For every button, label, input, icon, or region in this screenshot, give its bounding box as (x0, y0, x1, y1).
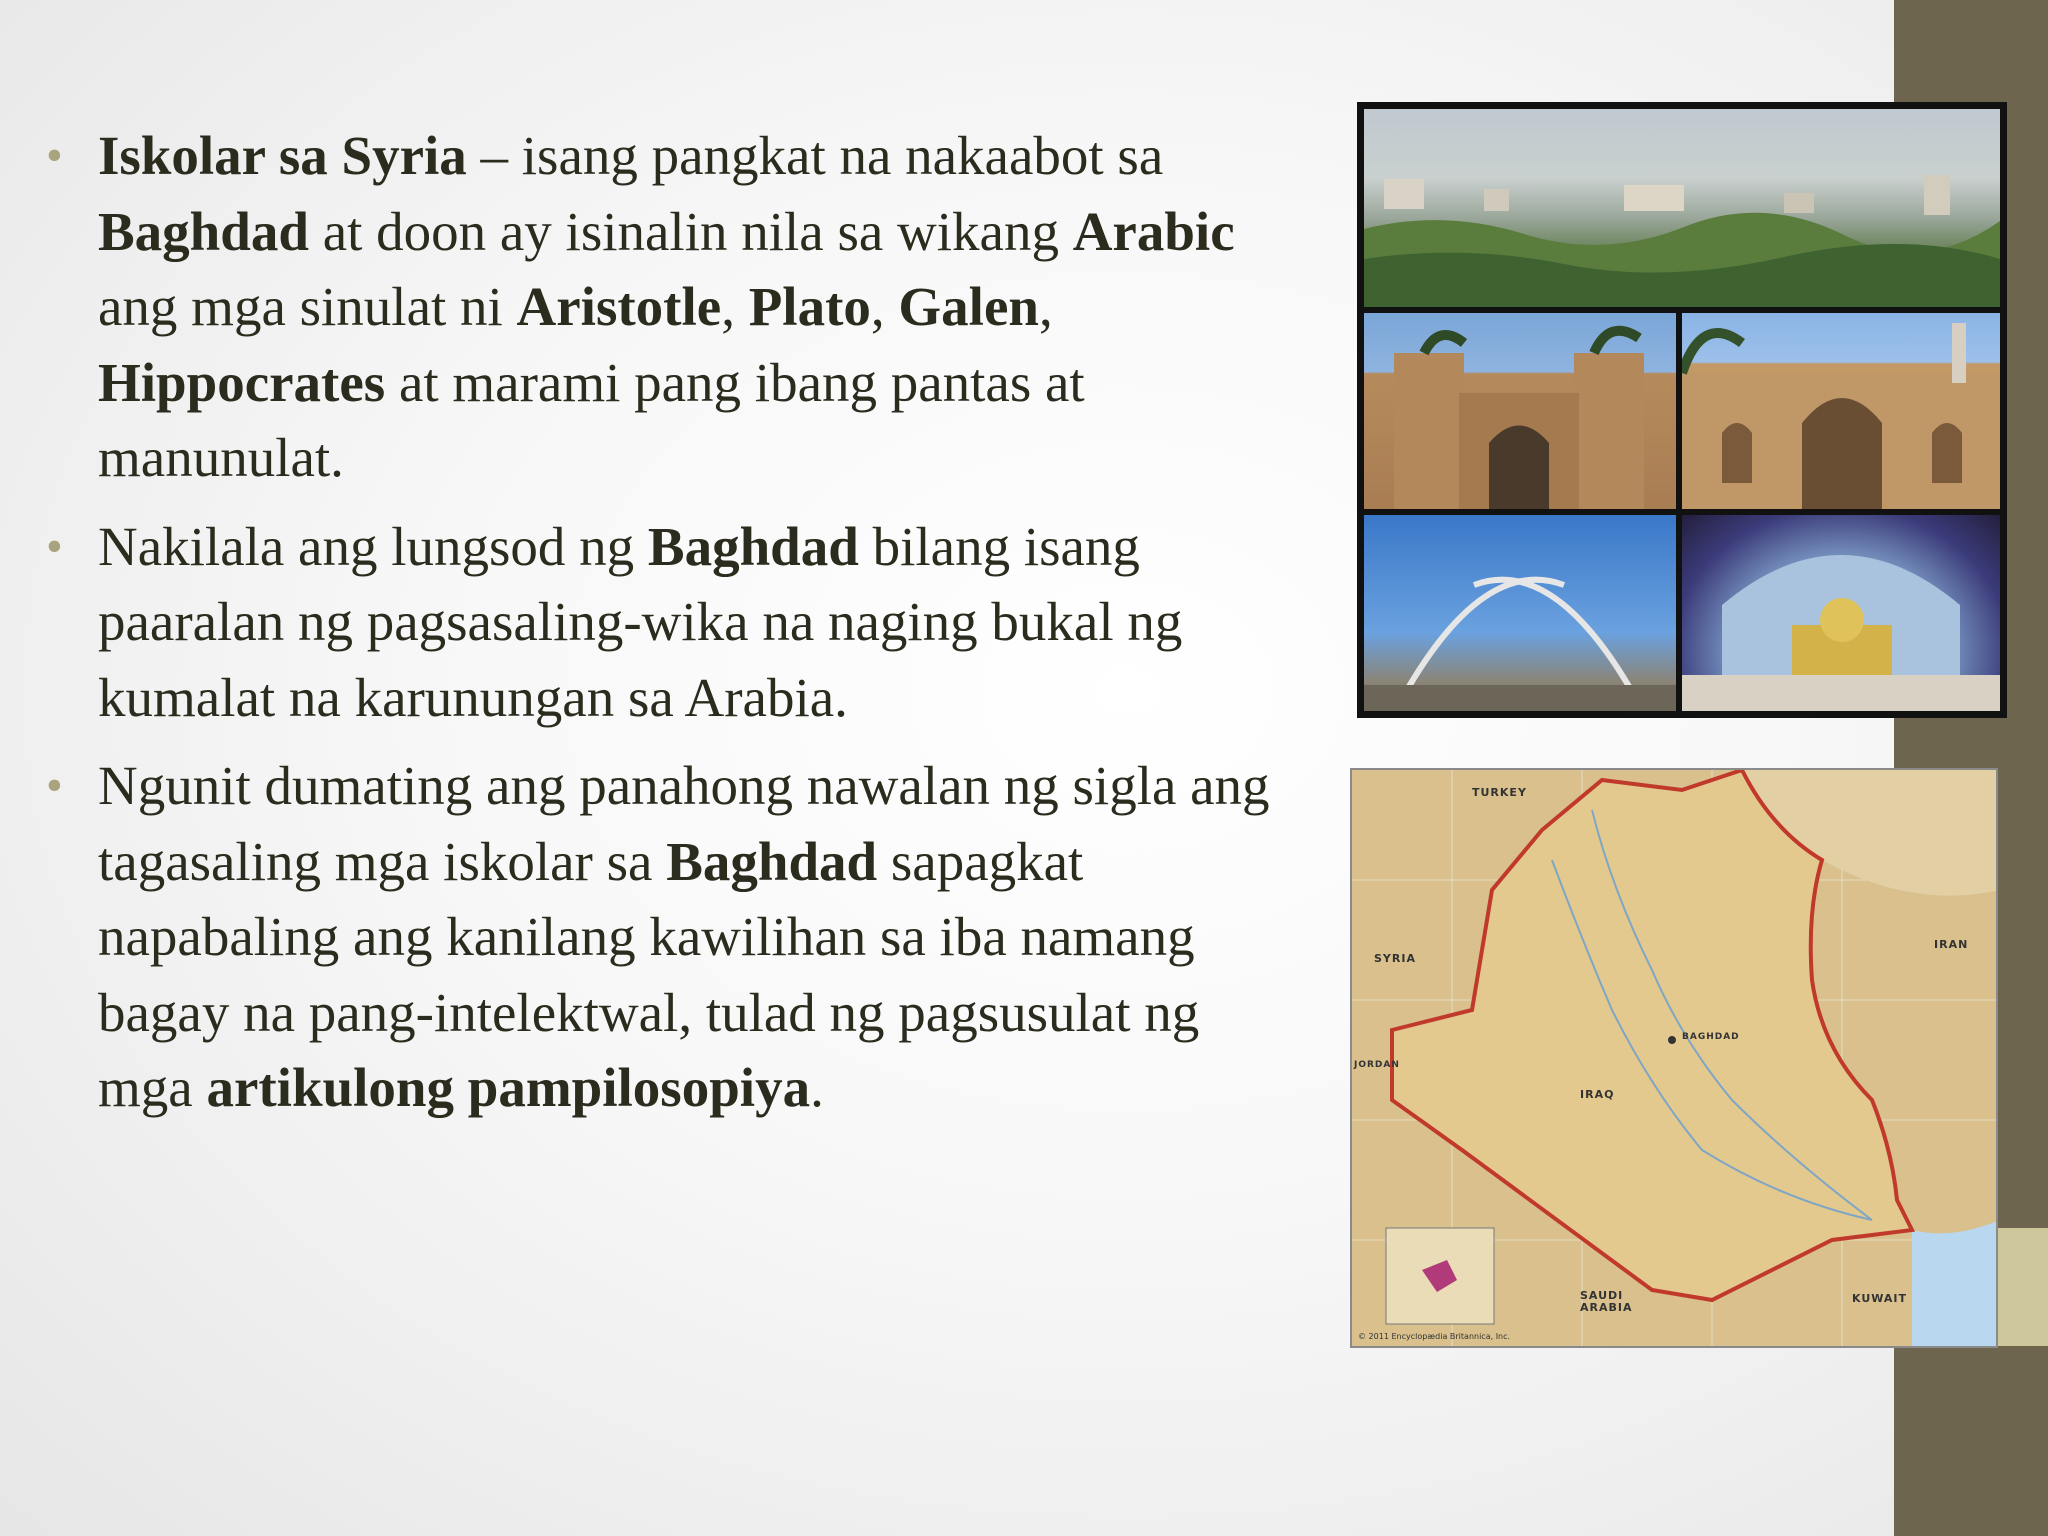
bullet-segment: sapagkat napabaling ang kanilang kawilihan sa iba namang bagay na pang-intelektwal, tulad ng pagsusulat ng mga (98, 830, 1200, 1118)
bullet-bold-segment: Baghdad (98, 200, 309, 262)
bullet-text (98, 755, 1270, 1118)
bullet-item (40, 509, 1290, 736)
city-skyline-photo (1364, 109, 2000, 307)
bullet-segment: at marami pang ibang pantas at manunulat. (98, 351, 1085, 488)
bullet-segment: , (870, 276, 899, 337)
bullet-segment: Nakilala ang lungsod ng (98, 515, 648, 577)
bullet-segment: ang mga sinulat ni (98, 276, 517, 337)
baghdad-photo-collage (1357, 102, 2007, 718)
bullet-dot: • (46, 759, 63, 812)
bullet-bold-segment: artikulong pampilosopiya (206, 1057, 811, 1118)
bullet-segment: Ngunit dumating ang panahong nawalan ng sigla ang tagasaling mga iskolar sa (98, 755, 1270, 892)
swords-monument-photo (1364, 515, 1676, 711)
bullet-segment: bilang isang paaralan ng pagsasaling-wika na naging bukal ng kumalat na karunungan sa Arabia. (98, 515, 1183, 728)
bullet-item (40, 118, 1290, 496)
bullet-text (98, 125, 1235, 488)
bullet-bold-segment: Arabic (1072, 200, 1235, 262)
map-label-turkey: TURKEY (1472, 786, 1527, 799)
map-label-iran: IRAN (1934, 938, 1969, 951)
gate-photo (1364, 313, 1676, 509)
map-label-baghdad: BAGHDAD (1682, 1032, 1740, 1042)
palace-photo (1682, 313, 2000, 509)
bullet-segment: at doon ay isinalin nila sa wikang (308, 200, 1073, 262)
bullet-dot: • (46, 129, 63, 182)
bullet-bold-segment: Aristotle (516, 276, 722, 337)
map-label-jordan: JORDAN (1354, 1060, 1400, 1070)
map-credit: © 2011 Encyclopædia Britannica, Inc. (1358, 1332, 1511, 1341)
bullet-bold-segment: Baghdad (647, 515, 859, 577)
map-label-iraq: IRAQ (1580, 1088, 1615, 1101)
bullet-item (40, 748, 1290, 1126)
bullet-bold-segment: Iskolar sa Syria (98, 125, 467, 186)
map-label-kuwait: KUWAIT (1852, 1292, 1908, 1305)
bullet-bold-segment: Plato (748, 276, 871, 337)
bullet-segment: , (721, 276, 749, 337)
bullet-segment: . (810, 1057, 824, 1118)
bullet-bold-segment: Baghdad (666, 830, 878, 892)
bullet-segment: – isang pangkat na nakaabot sa (466, 125, 1164, 186)
bullet-bold-segment: Hippocrates (98, 351, 386, 413)
map-label-syria: SYRIA (1374, 952, 1416, 965)
map-label-saudi-arabia: SAUDI ARABIA (1580, 1289, 1633, 1314)
bullet-text (98, 516, 1182, 728)
bullet-segment: , (1038, 276, 1053, 337)
shrine-arch-photo (1682, 515, 2000, 711)
bullet-list (40, 118, 1290, 1139)
bullet-dot: • (46, 519, 63, 573)
bullet-bold-segment: Galen (898, 276, 1039, 337)
iraq-map (1350, 768, 1998, 1348)
